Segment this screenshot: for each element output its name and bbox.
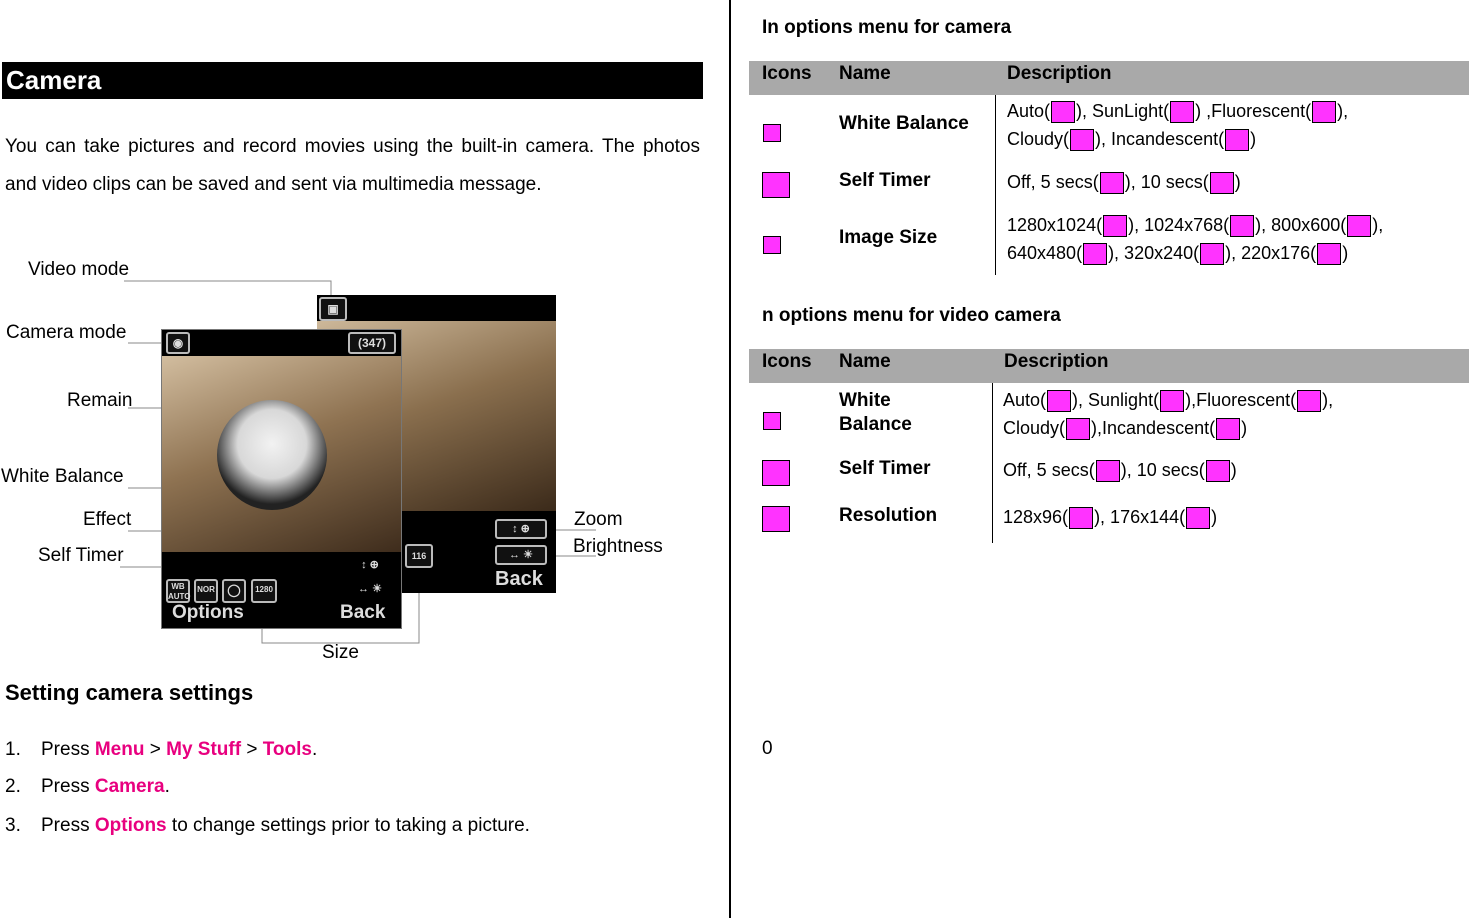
- video-wb-auto-icon: [1047, 390, 1071, 412]
- label-video-mode: Video mode: [28, 259, 130, 280]
- timer-5-icon: [1100, 172, 1124, 194]
- fluorescent-icon: [1312, 101, 1336, 123]
- tools-key: Tools: [262, 739, 312, 760]
- video-table-column-rule: [992, 383, 993, 543]
- image-size-name: Image Size: [839, 227, 938, 248]
- video-timer-10-icon: [1206, 460, 1230, 482]
- camera-icon: ◉: [166, 332, 190, 354]
- resolution-name: Resolution: [839, 505, 938, 526]
- camera-key: Camera: [94, 776, 165, 797]
- options-key: Options: [94, 815, 167, 836]
- self-timer-description: Off, 5 secs( ), 10 secs( ): [1007, 168, 1241, 196]
- size-1280-icon: [1103, 215, 1127, 237]
- effect-icon: NOR: [194, 579, 218, 603]
- video-white-balance-description: Auto( ), Sunlight( ),Fluorescent( ), Cloudy( ),Incandescent( ): [1003, 386, 1459, 442]
- wb-auto-icon: [1051, 101, 1075, 123]
- label-brightness: Brightness: [573, 536, 663, 557]
- white-balance-name: White Balance: [839, 113, 969, 134]
- zoom-icon: ↕ ⊕: [495, 519, 547, 539]
- label-remain: Remain: [67, 390, 133, 411]
- video-white-balance-name: White Balance: [839, 390, 912, 435]
- camera-heading: Camera: [2, 62, 703, 99]
- remain-badge: (347): [348, 332, 396, 354]
- label-self-timer: Self Timer: [38, 545, 124, 566]
- zoom-indicator-icon: ↕ ⊕: [361, 559, 379, 571]
- video-back-softkey[interactable]: Back: [495, 568, 543, 590]
- resolution-description: 128x96( ), 176x144( ): [1003, 503, 1217, 531]
- video-incandescent-icon: [1216, 418, 1240, 440]
- sunlight-icon: [1170, 101, 1194, 123]
- page-number: 0: [762, 738, 773, 759]
- menu-key: Menu: [94, 739, 145, 760]
- puppy-photo: [217, 400, 327, 510]
- video-timer-5-icon: [1096, 460, 1120, 482]
- video-header-description: Description: [1004, 351, 1109, 372]
- video-fluorescent-icon: [1297, 390, 1321, 412]
- image-size-description: 1280x1024( ), 1024x768( ), 800x600( ), 640x480( ), 320x240( ), 220x176( ): [1007, 211, 1459, 267]
- column-divider: [729, 0, 731, 918]
- size-800-icon: [1347, 215, 1371, 237]
- header-icons: Icons: [762, 63, 812, 84]
- camera-options-title: In options menu for camera: [762, 17, 1012, 38]
- table-column-rule: [995, 95, 996, 275]
- back-softkey[interactable]: Back: [340, 602, 386, 623]
- video-options-title: n options menu for video camera: [762, 305, 1061, 326]
- timer-10-icon: [1210, 172, 1234, 194]
- self-timer-icon: ◯: [222, 579, 246, 603]
- step-2: 2. Press Camera.: [5, 776, 170, 797]
- brightness-indicator-icon: ↔ ☀: [358, 583, 382, 595]
- video-header-icons: Icons: [762, 351, 812, 372]
- settings-heading: Setting camera settings: [5, 680, 254, 705]
- incandescent-icon: [1225, 129, 1249, 151]
- options-softkey[interactable]: Options: [172, 602, 244, 623]
- video-cloudy-icon: [1066, 418, 1090, 440]
- label-camera-mode: Camera mode: [6, 322, 127, 343]
- video-self-timer-description: Off, 5 secs( ), 10 secs( ): [1003, 456, 1237, 484]
- res-128-icon: [1069, 507, 1093, 529]
- label-size: Size: [322, 642, 359, 663]
- self-timer-name: Self Timer: [839, 170, 931, 191]
- image-size-row-icon: [763, 236, 781, 254]
- header-description: Description: [1007, 63, 1112, 84]
- res-176-icon: [1186, 507, 1210, 529]
- video-white-balance-row-icon: [763, 412, 781, 430]
- white-balance-icon: WB AUTO: [166, 579, 190, 603]
- video-header-name: Name: [839, 351, 891, 372]
- camera-mode-screen: [161, 329, 402, 629]
- size-1024-icon: [1230, 215, 1254, 237]
- white-balance-description: Auto( ), SunLight( ) ,Fluorescent( ), Cloudy( ), Incandescent( ): [1007, 97, 1459, 153]
- white-balance-row-icon: [763, 124, 781, 142]
- size-220-icon: [1317, 243, 1341, 265]
- my-stuff-key: My Stuff: [166, 739, 242, 760]
- brightness-icon: ↔ ☀: [495, 545, 547, 565]
- camera-table-header: [749, 61, 1469, 95]
- size-320-icon: [1200, 243, 1224, 265]
- video-self-timer-row-icon: [762, 460, 790, 486]
- label-zoom: Zoom: [574, 509, 623, 530]
- cloudy-icon: [1070, 129, 1094, 151]
- header-name: Name: [839, 63, 891, 84]
- intro-paragraph: You can take pictures and record movies using the built-in camera. The photos and video clips can be saved and sent via multimedia message.: [5, 136, 700, 195]
- image-size-icon: 1280: [251, 579, 277, 603]
- video-table-header: [749, 349, 1469, 383]
- size-640-icon: [1083, 243, 1107, 265]
- step-1: 1. Press Menu > My Stuff > Tools.: [5, 739, 318, 760]
- size-icon: 116: [405, 544, 433, 568]
- label-white-balance: White Balance: [1, 466, 124, 487]
- video-camera-icon: ▣: [319, 297, 347, 321]
- video-self-timer-name: Self Timer: [839, 458, 931, 479]
- video-sunlight-icon: [1160, 390, 1184, 412]
- label-effect: Effect: [83, 509, 132, 530]
- step-3: 3. Press Options to change settings prior to taking a picture.: [5, 815, 530, 836]
- self-timer-row-icon: [762, 172, 790, 198]
- resolution-row-icon: [762, 506, 790, 532]
